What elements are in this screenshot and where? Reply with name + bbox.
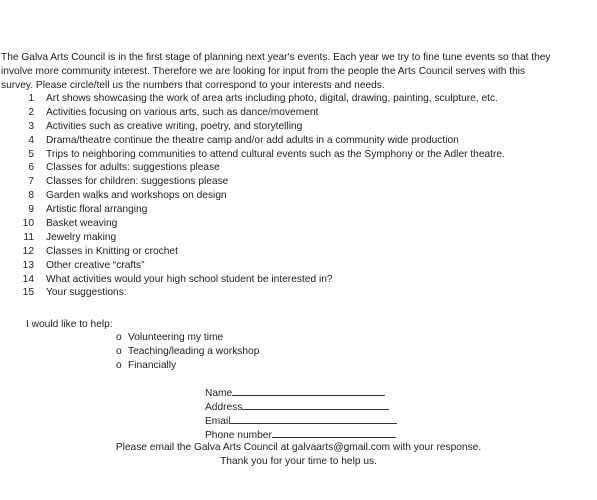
intro-line-1: The Galva Arts Council is in the first stage of planning next year's events. Each year we try to fine tune events so that they: [1, 52, 551, 63]
list-item: [0, 217, 597, 231]
name-field: [205, 385, 397, 399]
list-item: [0, 259, 597, 273]
intro-line-3: survey. Please circle/tell us the numbers that correspond to your interests and needs.: [1, 79, 385, 91]
intro-paragraph: [1, 51, 595, 93]
bullet-icon: o: [116, 345, 122, 357]
help-options: [116, 331, 259, 373]
list-item: [0, 175, 597, 189]
item-text: What activities would your high school student be interested in?: [46, 273, 333, 285]
item-number: 9: [28, 204, 34, 216]
item-text: Classes in Knitting or crochet: [46, 245, 178, 257]
item-number: 11: [23, 231, 34, 243]
phone-line: [272, 427, 396, 438]
help-option-text: Teaching/leading a workshop: [128, 345, 260, 357]
bullet-icon: o: [116, 359, 122, 371]
item-number: 2: [28, 106, 34, 118]
item-number: 6: [28, 162, 34, 174]
item-text: Trips to neighboring communities to attend cultural events such as the Symphony or the Adler theatre.: [46, 148, 505, 160]
thank-you-line: Thank you for your time to help us.: [220, 456, 377, 467]
item-number: 13: [22, 259, 34, 271]
interest-list: [0, 92, 597, 300]
list-item: [0, 161, 597, 175]
list-item: [0, 245, 597, 259]
list-item: [0, 134, 597, 148]
item-text: Classes for adults: suggestions please: [46, 162, 220, 174]
list-item: [0, 92, 597, 106]
intro-line-2: involve more community interest. Therefore we are looking for input from the people the Arts Council serves with this: [1, 65, 526, 77]
email-instruction: Please email the Galva Arts Council at galvaarts@gmail.com with your response.: [115, 442, 482, 453]
item-number: 5: [28, 148, 34, 160]
item-number: 1: [28, 93, 34, 104]
item-number: 12: [22, 245, 34, 257]
item-text: Classes for children: suggestions please: [46, 176, 229, 188]
list-item: [0, 203, 597, 217]
bullet-icon: o: [116, 332, 122, 343]
item-number: 7: [28, 176, 34, 188]
list-item: [0, 106, 597, 120]
email-field: [205, 413, 397, 427]
help-option-text: Volunteering my time: [128, 332, 224, 343]
item-number: 3: [28, 120, 34, 132]
item-number: 4: [28, 134, 34, 146]
phone-label: Phone number: [205, 429, 272, 441]
help-option-financial: [116, 359, 259, 373]
name-line: [232, 385, 385, 396]
item-text: Jewelry making: [46, 231, 117, 243]
phone-field: [205, 427, 397, 441]
item-number: 14: [22, 273, 34, 285]
email-label: Email: [205, 415, 231, 427]
item-text: Drama/theatre continue the theatre camp and/or add adults in a community wide production: [46, 134, 459, 146]
address-field: [205, 399, 397, 413]
item-text: Art shows showcasing the work of area arts including photo, digital, drawing, painting, sculpture, etc.: [46, 93, 498, 104]
help-label: I would like to help:: [26, 319, 113, 330]
name-label: Name: [205, 388, 233, 399]
email-line: [230, 413, 397, 424]
help-option-volunteer: [116, 331, 259, 345]
list-item: [0, 189, 597, 203]
list-item: [0, 273, 597, 287]
item-number: 8: [28, 190, 34, 202]
item-number: 15: [22, 287, 34, 299]
list-item: [0, 286, 597, 300]
item-number: 10: [22, 218, 34, 230]
help-option-teaching: [116, 345, 259, 359]
list-item: [0, 148, 597, 162]
item-text: Basket weaving: [46, 218, 118, 230]
help-option-text: Financially: [128, 359, 177, 371]
address-label: Address: [205, 401, 243, 413]
item-text: Your suggestions:: [46, 287, 127, 299]
list-item: [0, 231, 597, 245]
item-text: Garden walks and workshops on design: [46, 190, 227, 202]
item-text: Activities focusing on various arts, such as dance/movement: [46, 106, 319, 118]
item-text: Other creative “crafts”: [46, 259, 145, 271]
contact-form: [205, 385, 397, 441]
list-item: [0, 120, 597, 134]
item-text: Artistic floral arranging: [46, 204, 148, 216]
item-text: Activities such as creative writing, poetry, and storytelling: [46, 120, 303, 132]
address-line: [242, 399, 389, 410]
